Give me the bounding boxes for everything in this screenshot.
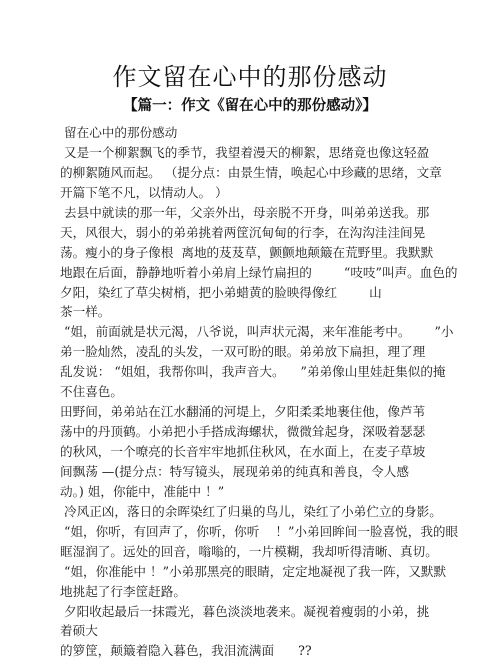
essay-line: 动。) 姐，你能中，准能中 ！”	[60, 483, 225, 499]
essay-line: 的箩筐，颠簸着隐入暮色，我泪流满面 ??	[60, 643, 312, 659]
essay-line: 荡中的丹顶鹤。小弟把小手搭成海螺状，微微耸起身，深吸着瑟瑟	[60, 424, 426, 440]
essay-line: 又是一个柳絮飘飞的季节，我望着漫天的柳絮，思绪竟也像这轻盈	[60, 144, 430, 160]
essay-line: 弟一脸灿然，凌乱的头发，一双可盼的眼。弟弟放下扁担，理了理	[60, 344, 426, 360]
essay-line: 乱发说： “姐姐，我帮你叫，我声音大。 ”弟弟像山里娃赶集似的掩	[60, 364, 446, 380]
essay-line: 眶湿润了。远处的回音，嗡嗡的，一片模糊，我却听得清晰、真切。	[60, 543, 438, 559]
essay-line: 荡。瘦小的身子像根 离地的芨芨草，颤颤地颠簸在荒野里。我默默	[60, 244, 434, 260]
essay-line: 茶一样。	[60, 304, 111, 320]
essay-line: 天，风很大，弱小的弟弟挑着两筐沉甸甸的行李，在沟沟洼洼间晃	[60, 224, 426, 240]
essay-line: 留在心中的那份感动	[60, 125, 178, 140]
essay-line: 着硕大	[60, 623, 98, 639]
essay-line: 开篇下笔不凡，以情动人。 ）	[60, 184, 228, 200]
essay-line: 间飘荡 —(提分点：特写镜头，展现弟弟的纯真和善良，令人感	[60, 463, 409, 479]
essay-line: 夕阳收起最后一抹霞光，暮色淡淡地袭来。凝视着瘦弱的小弟，挑	[60, 603, 430, 619]
essay-line: “姐，前面就是状元渴，八爷说，叫声状元渴，来年准能考中。 ”小	[60, 324, 454, 340]
essay-line: “姐，你准能中 ！”小弟那黑亮的眼睛，定定地凝视了我一阵，又默默	[60, 563, 447, 579]
essay-line: 的秋风，一个嘹亮的长音牢牢地抓住秋风，在水面上，在麦子草坡	[60, 444, 426, 459]
essay-line: 冷风正凶，落日的余晖染红了归巢的鸟儿，染红了小弟伫立的身影。	[60, 503, 442, 519]
essay-line: 地跟在后面，静静地听着小弟肩上绿竹扁担的 “吱吱”叫声。血色的	[60, 264, 458, 280]
document-title: 作文留在心中的那份感动	[112, 63, 388, 91]
essay-line: 的柳絮随风而起。 （提分点：由景生情，唤起心中珍藏的思绪，文章	[60, 164, 442, 180]
essay-line: 夕阳，染红了草尖树梢，把小弟蜡黄的脸映得像红 山	[60, 284, 382, 300]
essay-line: 田野间，弟弟站在江水翻涌的河堤上，夕阳柔柔地裹住他，像芦苇	[60, 404, 426, 420]
essay-line: 不住喜色。	[60, 384, 123, 400]
essay-line: 去县中就读的那一年，父亲外出，母亲脱不开身，叫弟弟送我。那	[60, 204, 430, 220]
essay-body	[60, 123, 480, 661]
essay-line: 地挑起了行李筐赶路。	[60, 583, 186, 599]
essay-line: “姐，你听，有回声了，你听，你听 ！”小弟回眸间一脸喜悦，我的眼	[60, 523, 459, 539]
section-heading: 【篇一：作文《留在心中的那份感动》】	[123, 97, 377, 114]
